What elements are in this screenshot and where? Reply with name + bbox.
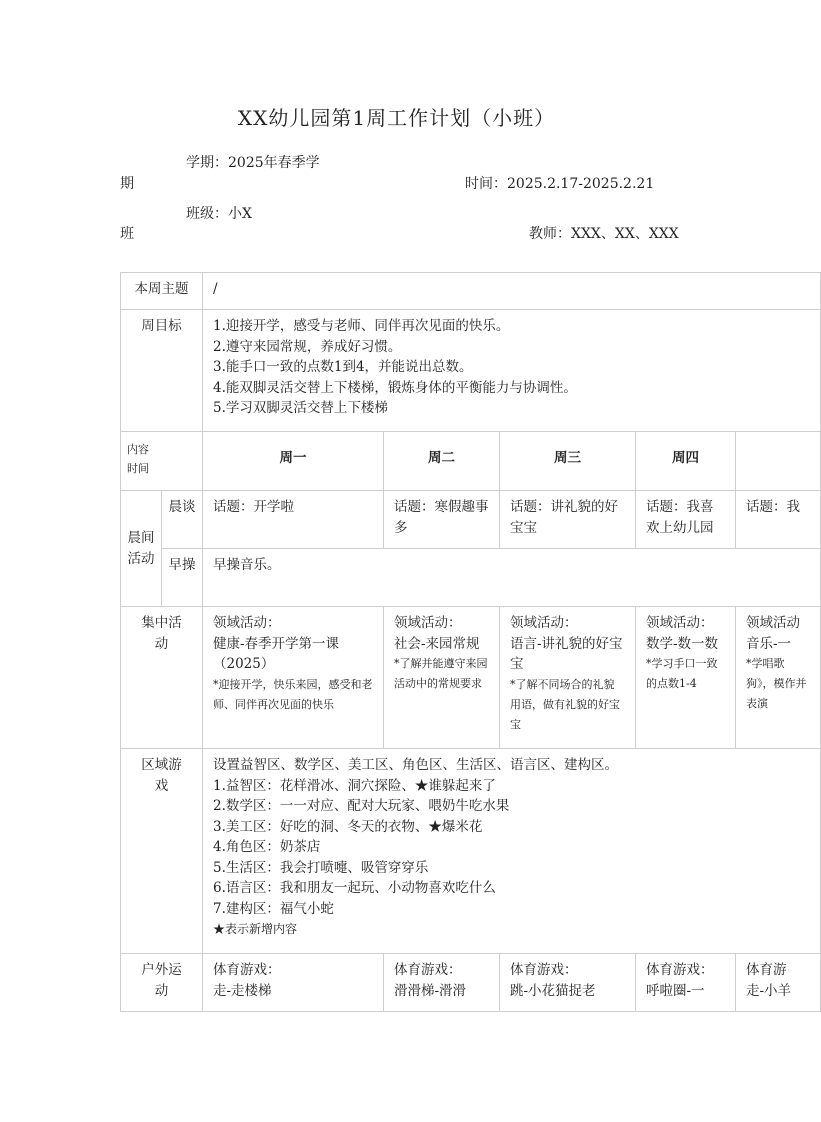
outdoor-type: 体育游	[746, 962, 787, 978]
goals-list	[203, 310, 821, 432]
outdoor-row	[121, 954, 821, 1012]
group-activity-row	[121, 607, 821, 749]
day-tuesday: 周二	[384, 432, 500, 491]
activity-type: 领域活动：	[394, 615, 462, 631]
talk-tuesday: 话题：寒假趣事多	[384, 491, 500, 549]
theme-row	[121, 273, 821, 310]
area-games-label: 区域游戏	[121, 749, 203, 954]
outdoor-name: 呼啦圈-一	[646, 982, 705, 999]
day-monday: 周一	[203, 432, 384, 491]
area-games-content	[203, 749, 821, 954]
activity-name: 健康-春季开学第一课（2025）	[213, 635, 340, 672]
area-line: 7.建构区：福气小蛇	[213, 900, 334, 917]
outdoor-type: 体育游戏：	[510, 962, 578, 978]
talk-thursday: 话题：我喜欢上幼儿园	[636, 491, 736, 549]
page-title: XX幼儿园第1周工作计划（小班）	[237, 106, 556, 130]
activity-name: 数学-数一数	[646, 635, 719, 652]
area-line: 5.生活区：我会打喷嚏、吸管穿穿乐	[213, 859, 429, 876]
theme-value: /	[203, 273, 821, 310]
outdoor-name: 跳-小花猫捉老	[510, 982, 596, 999]
outdoor-type: 体育游戏：	[213, 962, 281, 978]
day-friday	[736, 432, 821, 491]
activity-type: 领域活动：	[646, 615, 714, 631]
area-line: 4.角色区：奶茶店	[213, 839, 321, 855]
outdoor-tuesday	[384, 954, 500, 1012]
talk-friday: 话题：我	[736, 491, 821, 549]
day-thursday: 周四	[636, 432, 736, 491]
group-wednesday	[500, 607, 636, 749]
content-time-header	[121, 432, 203, 491]
area-games-row	[121, 749, 821, 954]
group-thursday	[636, 607, 736, 749]
morning-talk-row	[121, 491, 821, 549]
activity-type: 领域活动：	[510, 615, 578, 631]
group-friday	[736, 607, 821, 749]
outdoor-monday	[203, 954, 384, 1012]
theme-label: 本周主题	[121, 273, 203, 310]
outdoor-name: 走-走楼梯	[213, 982, 272, 999]
goal-item: 2.遵守来园常规，养成好习惯。	[213, 338, 402, 355]
activity-note: *学习手口一致的点数1-4	[646, 657, 718, 690]
goal-item: 3.能手口一致的点数1到4，并能说出总数。	[213, 359, 473, 375]
semester-label: 学期：2025年春季学	[186, 155, 320, 171]
outdoor-friday	[736, 954, 821, 1012]
group-monday	[203, 607, 384, 749]
talk-wednesday: 话题：讲礼貌的好宝宝	[500, 491, 636, 549]
talk-monday: 话题：开学啦	[203, 491, 384, 549]
class-continuation: 班	[120, 226, 134, 242]
date-range: 时间：2025.2.17-2025.2.21	[465, 176, 655, 192]
goals-row	[121, 310, 821, 432]
area-line: 3.美工区：好吃的洞、冬天的衣物、★爆米花	[213, 818, 483, 835]
group-activity-label: 集中活动	[121, 607, 203, 749]
activity-name: 音乐-一	[746, 635, 792, 652]
weekly-plan-table	[120, 272, 821, 1012]
content-label: 内容	[127, 443, 149, 456]
goal-item: 5.学习双脚灵活交替上下楼梯	[213, 400, 388, 416]
activity-name: 语言-讲礼貌的好宝宝	[510, 635, 623, 672]
morning-exercise-row	[121, 549, 821, 607]
activity-name: 社会-来园常规	[394, 635, 480, 652]
outdoor-type: 体育游戏：	[646, 962, 714, 978]
activity-type: 领域活动：	[213, 615, 281, 631]
outdoor-name: 走-小羊	[746, 982, 792, 999]
morning-exercise-value: 早操音乐。	[203, 549, 821, 607]
goal-item: 4.能双脚灵活交替上下楼梯，锻炼身体的平衡能力与协调性。	[213, 379, 577, 396]
semester-continuation: 期	[120, 176, 134, 192]
outdoor-type: 体育游戏：	[394, 962, 462, 978]
days-header-row	[121, 432, 821, 491]
morning-activity-label: 晨间活动	[121, 491, 162, 607]
class-label: 班级：小X	[186, 206, 252, 222]
morning-exercise-label: 早操	[162, 549, 203, 607]
activity-note: *了解不同场合的礼貌用语，做有礼貌的好宝宝	[510, 677, 620, 731]
group-tuesday	[384, 607, 500, 749]
outdoor-thursday	[636, 954, 736, 1012]
activity-type: 领域活动	[746, 615, 800, 631]
area-note: ★表示新增内容	[213, 922, 298, 936]
activity-note: *了解并能遵守来园活动中的常规要求	[394, 657, 488, 690]
outdoor-wednesday	[500, 954, 636, 1012]
time-label: 时间	[127, 462, 149, 475]
teachers: 教师：XXX、XX、XXX	[529, 226, 679, 242]
area-line: 6.语言区：我和朋友一起玩、小动物喜欢吃什么	[213, 880, 496, 896]
day-wednesday: 周三	[500, 432, 636, 491]
activity-note: *学唱歌狗》，模作并表演	[746, 657, 807, 710]
area-line: 1.益智区：花样滑冰、洞穴探险、★谁躲起来了	[213, 777, 496, 794]
area-line: 2.数学区：一一对应、配对大玩家、喂奶牛吃水果	[213, 798, 510, 814]
morning-talk-label: 晨谈	[162, 491, 203, 549]
activity-note: *迎接开学，快乐来园，感受和老师、同伴再次见面的快乐	[213, 677, 373, 711]
goals-label: 周目标	[121, 310, 203, 432]
area-line: 设置益智区、数学区、美工区、角色区、生活区、语言区、建构区。	[213, 757, 618, 773]
outdoor-label: 户外运动	[121, 954, 203, 1012]
goal-item: 1.迎接开学，感受与老师、同伴再次见面的快乐。	[213, 318, 510, 334]
outdoor-name: 滑滑梯-滑滑	[394, 982, 467, 999]
